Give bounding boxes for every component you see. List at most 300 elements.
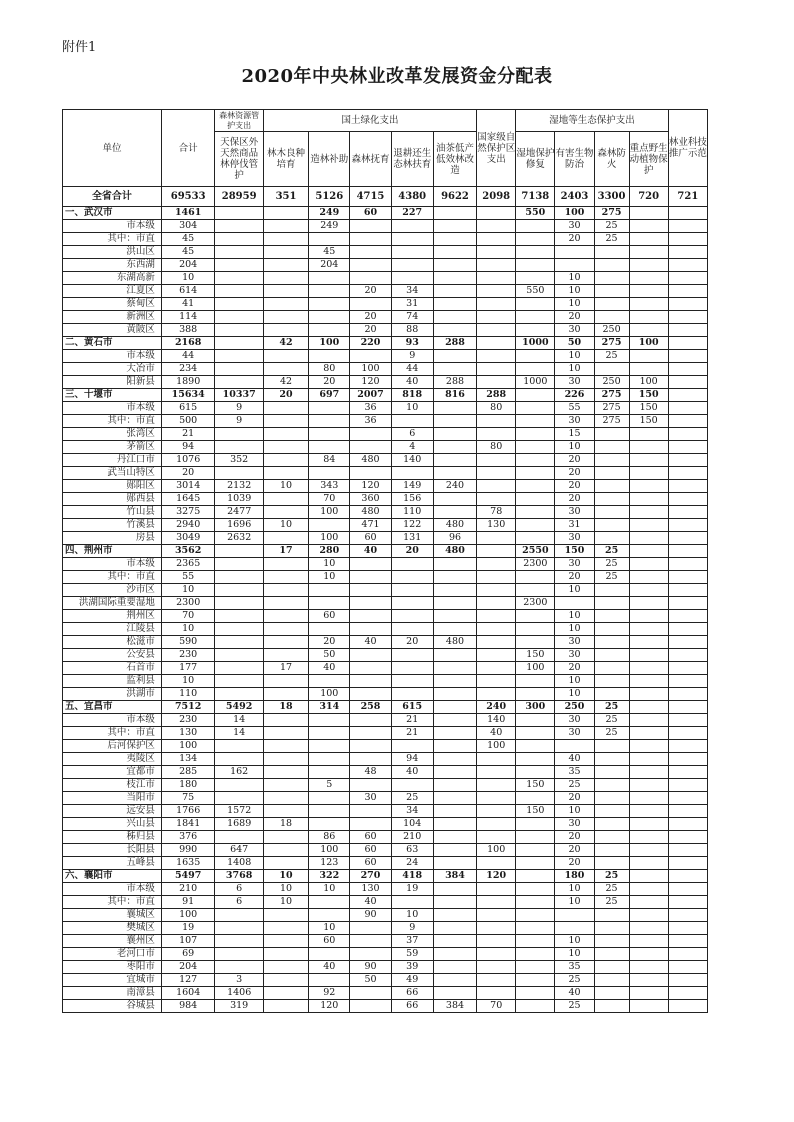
row-value: [516, 584, 555, 597]
row-value: 80: [477, 441, 516, 454]
row-value: [516, 675, 555, 688]
row-value: 2403: [555, 187, 594, 207]
row-value: [516, 857, 555, 870]
row-value: [668, 597, 707, 610]
row-value: 322: [309, 870, 350, 883]
row-value: [668, 779, 707, 792]
row-value: 10: [555, 363, 594, 376]
row-unit: 南漳县: [63, 987, 162, 1000]
row-value: [309, 753, 350, 766]
row-unit: 枣阳市: [63, 961, 162, 974]
row-value: 9: [391, 922, 433, 935]
row-value: [516, 740, 555, 753]
row-value: [477, 272, 516, 285]
row-value: [555, 922, 594, 935]
row-value: 100: [309, 844, 350, 857]
table-row: [63, 558, 708, 571]
row-value: 1696: [215, 519, 263, 532]
row-value: [668, 1000, 707, 1013]
row-value: 1689: [215, 818, 263, 831]
row-value: 351: [263, 187, 308, 207]
row-value: [594, 493, 629, 506]
row-value: [629, 649, 668, 662]
row-value: 100: [350, 363, 391, 376]
row-value: [309, 818, 350, 831]
row-value: [516, 519, 555, 532]
row-value: 45: [161, 246, 215, 259]
row-value: [309, 714, 350, 727]
row-value: [433, 246, 476, 259]
row-value: 4380: [391, 187, 433, 207]
row-value: [594, 922, 629, 935]
row-value: [668, 493, 707, 506]
row-value: 70: [477, 1000, 516, 1013]
table-row: [63, 376, 708, 389]
header-tech: 林业科技推广示范: [668, 110, 707, 187]
row-value: 78: [477, 506, 516, 519]
row-value: [668, 857, 707, 870]
row-value: [516, 792, 555, 805]
table-row: [63, 584, 708, 597]
table-row: [63, 675, 708, 688]
row-value: 319: [215, 1000, 263, 1013]
row-value: [309, 233, 350, 246]
row-value: [477, 233, 516, 246]
row-value: [477, 883, 516, 896]
row-value: [516, 753, 555, 766]
row-value: 20: [350, 285, 391, 298]
row-value: [594, 844, 629, 857]
row-value: 30: [555, 636, 594, 649]
row-value: [477, 818, 516, 831]
row-value: 114: [161, 311, 215, 324]
row-value: 10: [555, 298, 594, 311]
row-unit: 监利县: [63, 675, 162, 688]
row-value: [477, 558, 516, 571]
row-value: [263, 493, 308, 506]
row-value: [516, 636, 555, 649]
row-value: 6: [391, 428, 433, 441]
table-row: [63, 363, 708, 376]
header-wetland-sub: 森林防火: [594, 132, 629, 187]
table-row: [63, 636, 708, 649]
row-value: [516, 714, 555, 727]
row-value: [433, 948, 476, 961]
row-value: 275: [594, 337, 629, 350]
row-value: 122: [391, 519, 433, 532]
row-value: 304: [161, 220, 215, 233]
row-value: [594, 467, 629, 480]
row-value: [629, 506, 668, 519]
row-value: [477, 805, 516, 818]
row-value: 2300: [161, 597, 215, 610]
row-value: 25: [594, 220, 629, 233]
row-value: [516, 727, 555, 740]
row-value: [263, 233, 308, 246]
row-unit: 其中：市直: [63, 896, 162, 909]
row-value: 150: [516, 779, 555, 792]
row-value: 2132: [215, 480, 263, 493]
row-value: [629, 428, 668, 441]
row-value: 10: [309, 883, 350, 896]
row-value: [391, 415, 433, 428]
row-value: [263, 805, 308, 818]
row-value: 314: [309, 701, 350, 714]
row-unit: 襄州区: [63, 935, 162, 948]
table-row: [63, 207, 708, 220]
row-value: [629, 818, 668, 831]
row-value: 20: [391, 545, 433, 558]
row-value: [516, 571, 555, 584]
row-value: [594, 662, 629, 675]
row-value: 40: [555, 987, 594, 1000]
row-value: [555, 740, 594, 753]
row-value: [215, 324, 263, 337]
row-value: 25: [594, 883, 629, 896]
row-value: 21: [391, 727, 433, 740]
row-value: [215, 350, 263, 363]
row-value: 74: [391, 311, 433, 324]
row-value: 25: [594, 714, 629, 727]
row-value: [350, 584, 391, 597]
row-value: [668, 428, 707, 441]
row-value: [215, 649, 263, 662]
row-unit: 长阳县: [63, 844, 162, 857]
row-value: [516, 506, 555, 519]
attachment-label: 附件1: [62, 40, 97, 55]
row-value: 40: [350, 896, 391, 909]
row-value: 352: [215, 454, 263, 467]
table-row: [63, 187, 708, 207]
row-value: [350, 1000, 391, 1013]
row-value: [668, 753, 707, 766]
table-row: [63, 623, 708, 636]
row-value: 7138: [516, 187, 555, 207]
row-value: 7512: [161, 701, 215, 714]
row-value: [477, 909, 516, 922]
row-value: [215, 220, 263, 233]
row-value: [309, 727, 350, 740]
row-value: 5126: [309, 187, 350, 207]
row-value: 10: [391, 909, 433, 922]
row-value: [433, 415, 476, 428]
row-value: 818: [391, 389, 433, 402]
row-value: [629, 558, 668, 571]
row-value: [477, 636, 516, 649]
row-value: 480: [350, 454, 391, 467]
row-value: [350, 610, 391, 623]
row-value: [391, 467, 433, 480]
row-value: 20: [555, 493, 594, 506]
row-value: [668, 818, 707, 831]
row-unit: 洪湖国际重要湿地: [63, 597, 162, 610]
row-value: [350, 428, 391, 441]
row-value: [629, 545, 668, 558]
row-value: [629, 753, 668, 766]
row-value: 25: [555, 779, 594, 792]
row-value: [668, 896, 707, 909]
row-value: [433, 207, 476, 220]
row-value: [309, 584, 350, 597]
row-value: [629, 805, 668, 818]
row-value: [309, 272, 350, 285]
row-value: [629, 870, 668, 883]
row-value: [516, 350, 555, 363]
row-value: 20: [350, 324, 391, 337]
row-value: 104: [391, 818, 433, 831]
row-value: 69533: [161, 187, 215, 207]
row-unit: 房县: [63, 532, 162, 545]
row-value: 10337: [215, 389, 263, 402]
table-row: [63, 948, 708, 961]
row-value: [668, 727, 707, 740]
row-unit: 市本级: [63, 402, 162, 415]
row-value: 19: [161, 922, 215, 935]
row-value: [263, 857, 308, 870]
row-value: [594, 298, 629, 311]
row-unit: 市本级: [63, 220, 162, 233]
row-value: [215, 467, 263, 480]
row-value: 90: [350, 961, 391, 974]
row-value: [263, 753, 308, 766]
row-value: [668, 324, 707, 337]
row-value: [516, 623, 555, 636]
row-value: 10: [555, 610, 594, 623]
row-value: [629, 298, 668, 311]
table-row: [63, 597, 708, 610]
row-value: [594, 441, 629, 454]
table-row: [63, 610, 708, 623]
row-value: [594, 428, 629, 441]
allocation-table: [62, 109, 708, 1013]
row-value: 210: [391, 831, 433, 844]
row-value: 280: [309, 545, 350, 558]
row-value: 10: [391, 402, 433, 415]
row-value: 177: [161, 662, 215, 675]
row-value: [263, 220, 308, 233]
row-unit: 张湾区: [63, 428, 162, 441]
row-value: [594, 805, 629, 818]
row-value: [215, 298, 263, 311]
row-value: [263, 714, 308, 727]
table-row: [63, 844, 708, 857]
row-value: [629, 272, 668, 285]
row-value: [516, 454, 555, 467]
row-value: [594, 974, 629, 987]
row-value: [215, 753, 263, 766]
row-value: [215, 207, 263, 220]
row-value: 40: [309, 961, 350, 974]
row-value: [391, 584, 433, 597]
row-value: 75: [161, 792, 215, 805]
row-value: [350, 662, 391, 675]
row-value: [477, 363, 516, 376]
row-unit: 五、宜昌市: [63, 701, 162, 714]
row-value: 10: [555, 623, 594, 636]
table-row: [63, 350, 708, 363]
row-value: 10: [555, 805, 594, 818]
row-value: 93: [391, 337, 433, 350]
row-value: 28959: [215, 187, 263, 207]
row-value: [433, 701, 476, 714]
row-value: [309, 805, 350, 818]
row-value: 17: [263, 662, 308, 675]
row-value: [215, 792, 263, 805]
row-value: 204: [161, 259, 215, 272]
row-value: [263, 1000, 308, 1013]
row-value: 180: [555, 870, 594, 883]
row-value: 615: [161, 402, 215, 415]
row-value: [350, 675, 391, 688]
row-value: [477, 623, 516, 636]
table-row: [63, 792, 708, 805]
row-value: [477, 935, 516, 948]
row-value: [516, 610, 555, 623]
row-value: 45: [309, 246, 350, 259]
row-value: [433, 623, 476, 636]
row-value: 9622: [433, 187, 476, 207]
table-row: [63, 545, 708, 558]
row-value: [309, 766, 350, 779]
row-unit: 松滋市: [63, 636, 162, 649]
row-value: 249: [309, 220, 350, 233]
row-value: [516, 311, 555, 324]
row-unit: 三、十堰市: [63, 389, 162, 402]
row-value: [516, 974, 555, 987]
row-value: 42: [263, 376, 308, 389]
row-value: [668, 532, 707, 545]
row-value: 615: [391, 701, 433, 714]
row-value: 1890: [161, 376, 215, 389]
row-value: 80: [477, 402, 516, 415]
row-value: 14: [215, 727, 263, 740]
row-value: [629, 285, 668, 298]
row-value: [477, 792, 516, 805]
table-row: [63, 805, 708, 818]
row-value: [629, 779, 668, 792]
row-value: [309, 519, 350, 532]
row-value: [555, 597, 594, 610]
row-unit: 竹山县: [63, 506, 162, 519]
row-value: [433, 909, 476, 922]
row-value: 2300: [516, 597, 555, 610]
row-unit: 东湖高新: [63, 272, 162, 285]
row-value: 25: [594, 233, 629, 246]
row-unit: 蔡甸区: [63, 298, 162, 311]
header-nature-reserve: 国家级自然保护区支出: [477, 110, 516, 187]
row-unit: 江夏区: [63, 285, 162, 298]
row-value: [516, 688, 555, 701]
row-value: [668, 220, 707, 233]
row-value: [477, 584, 516, 597]
row-value: [477, 662, 516, 675]
row-value: 120: [309, 1000, 350, 1013]
page-title: 2020年中央林业改革发展资金分配表: [241, 66, 553, 87]
row-value: [263, 844, 308, 857]
row-value: 134: [161, 753, 215, 766]
row-value: 984: [161, 1000, 215, 1013]
row-value: 100: [309, 688, 350, 701]
row-value: [629, 1000, 668, 1013]
row-value: [391, 662, 433, 675]
row-value: 275: [594, 389, 629, 402]
row-value: 258: [350, 701, 391, 714]
row-unit: 四、荆州市: [63, 545, 162, 558]
row-value: 21: [391, 714, 433, 727]
row-value: [215, 363, 263, 376]
row-value: [668, 948, 707, 961]
row-value: [309, 324, 350, 337]
row-value: [215, 935, 263, 948]
table-row: [63, 896, 708, 909]
row-value: 34: [391, 805, 433, 818]
table-row: [63, 779, 708, 792]
row-value: [433, 402, 476, 415]
row-value: [263, 441, 308, 454]
row-value: [477, 779, 516, 792]
row-value: 6: [215, 896, 263, 909]
row-value: 120: [350, 480, 391, 493]
row-value: 60: [350, 831, 391, 844]
row-value: [433, 493, 476, 506]
row-value: [555, 259, 594, 272]
row-value: [263, 636, 308, 649]
row-unit: 后河保护区: [63, 740, 162, 753]
row-value: 130: [161, 727, 215, 740]
row-value: 2007: [350, 389, 391, 402]
row-value: 1039: [215, 493, 263, 506]
row-value: [668, 350, 707, 363]
row-value: [350, 935, 391, 948]
row-value: [516, 220, 555, 233]
table-row: [63, 220, 708, 233]
row-value: [516, 1000, 555, 1013]
row-value: [309, 350, 350, 363]
row-value: [594, 623, 629, 636]
row-value: [215, 922, 263, 935]
row-value: [215, 246, 263, 259]
row-value: [668, 909, 707, 922]
row-value: 10: [263, 519, 308, 532]
row-value: 10: [263, 870, 308, 883]
row-value: [477, 350, 516, 363]
row-unit: 竹溪县: [63, 519, 162, 532]
row-value: 10: [555, 350, 594, 363]
row-value: [477, 493, 516, 506]
row-value: [668, 285, 707, 298]
table-row: [63, 532, 708, 545]
row-value: [309, 792, 350, 805]
row-value: [629, 909, 668, 922]
row-value: [350, 818, 391, 831]
row-value: 9: [215, 402, 263, 415]
row-unit: 二、黄石市: [63, 337, 162, 350]
row-value: [433, 285, 476, 298]
row-value: 25: [555, 974, 594, 987]
row-value: 697: [309, 389, 350, 402]
row-value: 49: [391, 974, 433, 987]
row-value: [215, 909, 263, 922]
row-value: [594, 948, 629, 961]
row-value: [668, 402, 707, 415]
row-value: [594, 636, 629, 649]
table-row: [63, 285, 708, 298]
row-value: 35: [555, 961, 594, 974]
row-value: [629, 792, 668, 805]
row-value: [263, 909, 308, 922]
row-value: 2300: [516, 558, 555, 571]
row-value: 614: [161, 285, 215, 298]
